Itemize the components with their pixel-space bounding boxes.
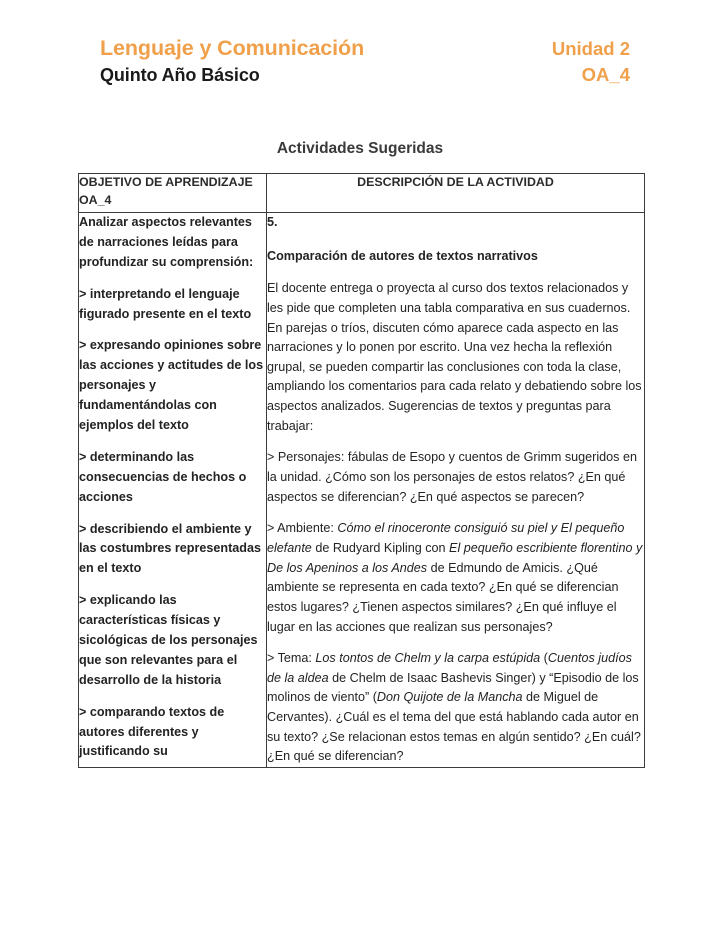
grade-level-label: Quinto Año Básico [100, 65, 260, 85]
header-row-primary [100, 36, 630, 61]
ambiente-lead: > Ambiente: [267, 521, 338, 536]
objective-bullet-2: > determinando las consecuencias de hechos o acciones [79, 449, 247, 504]
unit-label: Unidad 2 [551, 38, 630, 59]
learning-objective-code: OA_4 [581, 64, 630, 85]
activity-intro: El docente entrega o proyecta al curso dos textos relacionados y les pide que completen una tabla comparativa en sus cuadernos. En parejas o tríos, discuten cómo aparece cada aspecto en las narraciones y lo ponen por escrito. Una vez hecha la reflexión grupal, se pueden compartir las conclusiones con toda la clase, ampliando los comentarios para cada relato y debatiendo sobre los aspectos analizados. Sugerencias de textos y preguntas para trabajar: [267, 281, 642, 433]
description-cell [267, 213, 645, 768]
activity-tema [267, 649, 644, 767]
column-header-objective: OBJETIVO DE APRENDIZAJE OA_4 [79, 174, 267, 213]
objective-bullet-1: > expresando opiniones sobre las acciones y actitudes de los personajes y fundamentándolas con ejemplos del texto [79, 338, 264, 433]
document-header [100, 36, 630, 98]
table-row [79, 213, 645, 768]
tema-title-1: Los tontos de Chelm y la carpa estúpida [315, 651, 541, 666]
objective-bullet-5: > comparando textos de autores diferentes y justificando su [79, 704, 225, 759]
tema-sep-1: ( [540, 651, 548, 666]
activities-table [78, 173, 645, 768]
activity-ambiente [267, 519, 644, 637]
tema-tail: de Miguel de Cervantes). ¿Cuál es el tema del que está hablando cada autor en su texto? ¿Se relacionan estos temas en algún sentido? ¿En cuál? ¿En qué se diferencian? [267, 690, 641, 764]
tema-lead: > Tema: [267, 651, 316, 666]
objective-cell [79, 213, 267, 768]
column-header-description: DESCRIPCIÓN DE LA ACTIVIDAD [267, 174, 645, 213]
subject-title: Lenguaje y Comunicación [100, 36, 365, 60]
objective-bullet-3: > describiendo el ambiente y las costumbres representadas en el texto [79, 521, 261, 576]
activity-subtitle: Comparación de autores de textos narrativos [267, 248, 538, 263]
objective-bullet-0: > interpretando el lenguaje figurado presente en el texto [79, 286, 252, 321]
tema-title-2: Cuentos judíos de la aldea [267, 651, 632, 685]
ambiente-tail: de Edmundo de Amicis. ¿Qué ambiente se representa en cada texto? ¿En qué se diferencian estos lugares? ¿Tienen aspectos similares? ¿En qué influye el lugar en las acciones que realizan sus personajes? [267, 560, 619, 634]
objective-bullet-4: > explicando las características físicas y sicológicas de los personajes que son relevantes para el desarrollo de la historia [79, 593, 258, 687]
ambiente-title-1: Cómo el rinoceronte consiguió su piel y El pequeño elefante [267, 521, 625, 555]
ambiente-title-2: El pequeño escribiente florentino y De los Apeninos a los Andes [267, 540, 643, 575]
activity-personajes: > Personajes: fábulas de Esopo y cuentos de Grimm sugeridos en la unidad. ¿Cómo son los personajes de estos relatos? ¿En qué aspectos se diferencian? ¿En qué aspectos se parecen? [267, 450, 637, 504]
tema-title-3: Don Quijote de la Mancha [376, 690, 523, 705]
table-header-row [79, 174, 645, 213]
section-title: Actividades Sugeridas [276, 140, 444, 157]
activity-number: 5. [267, 215, 278, 229]
tema-sep-2: de Chelm de Isaac Bashevis Singer) y “Episodio de los molinos de viento” ( [267, 670, 639, 705]
header-row-secondary [100, 64, 630, 86]
ambiente-mid: de Rudyard Kipling con [311, 540, 450, 555]
objective-intro: Analizar aspectos relevantes de narraciones leídas para profundizar su comprensión: [79, 215, 254, 269]
